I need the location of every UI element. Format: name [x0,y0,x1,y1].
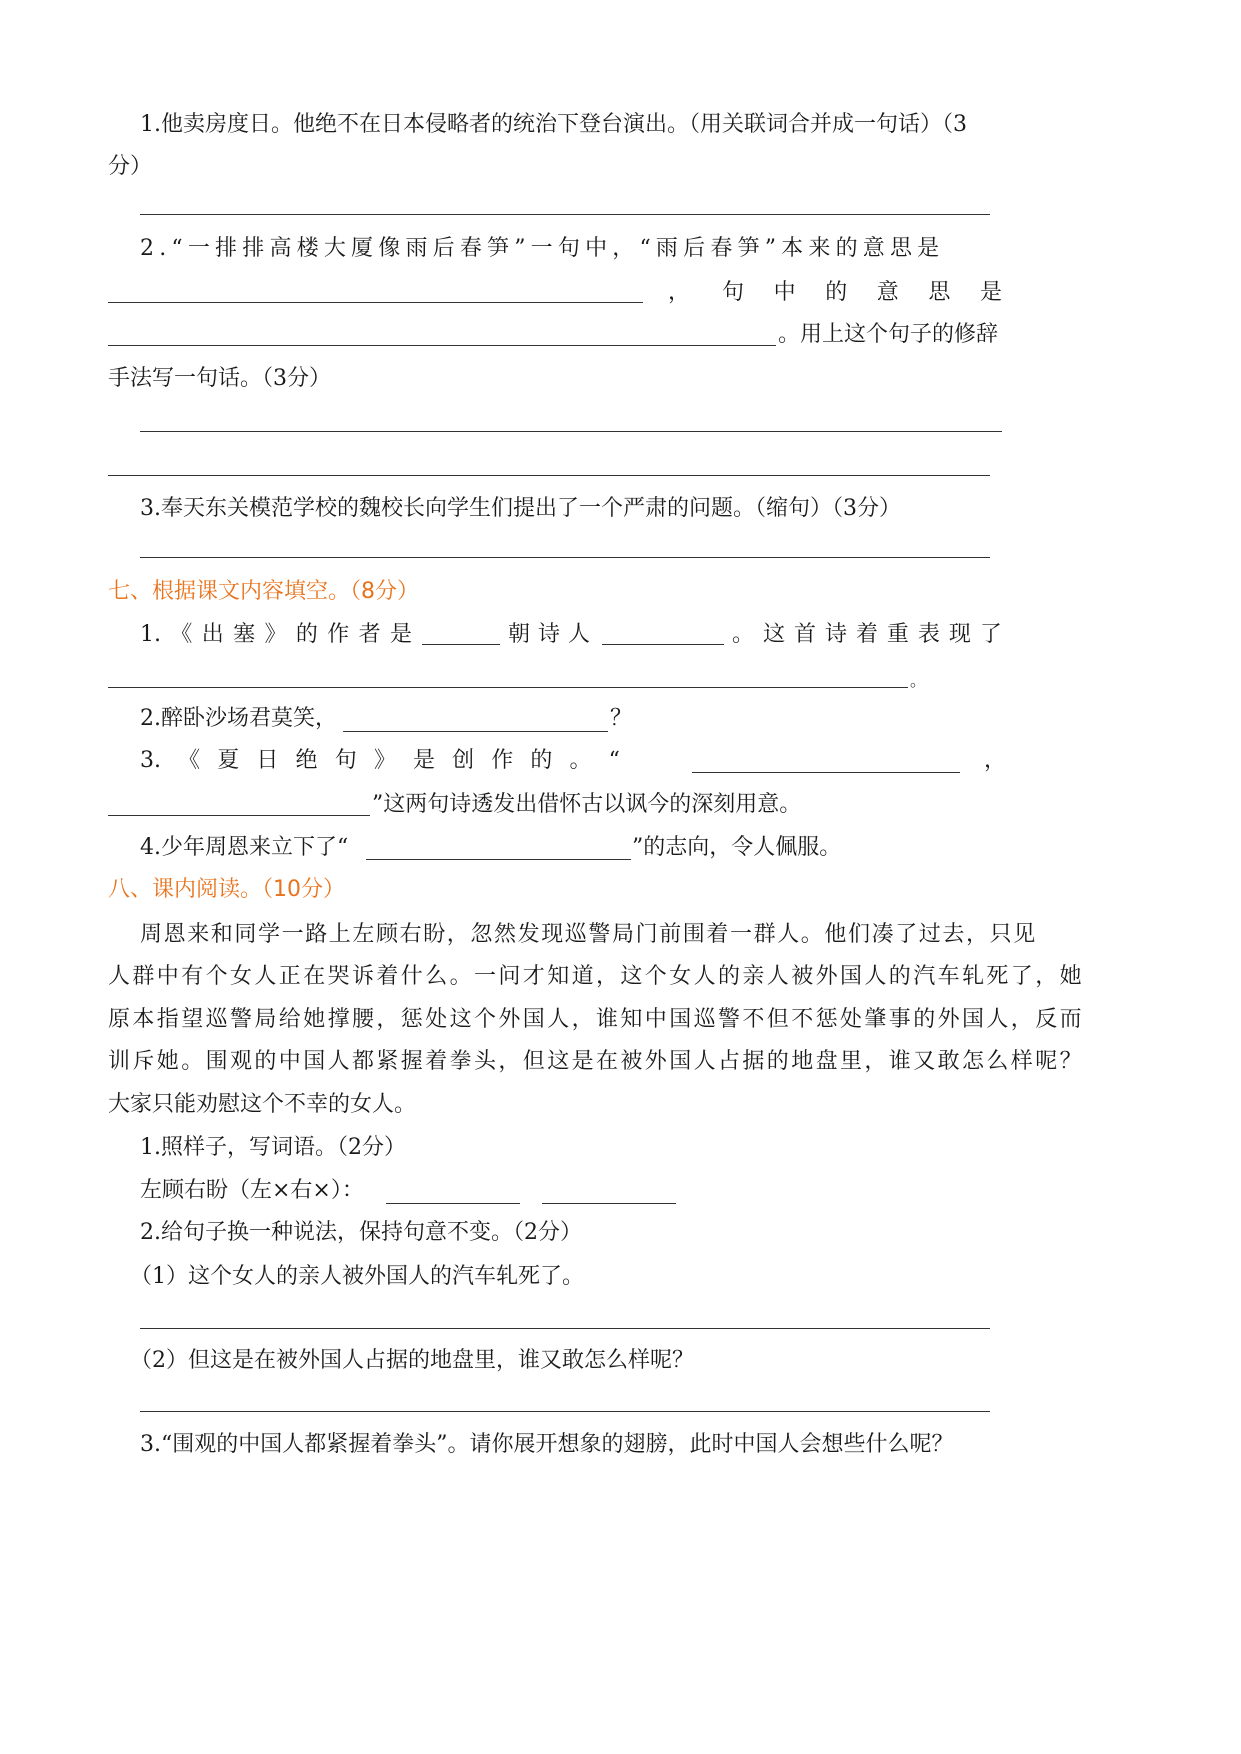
answer-blank[interactable] [386,1203,520,1204]
answer-line[interactable] [108,475,990,476]
s7-q3-line1 [140,746,620,776]
char: 中 [773,280,796,305]
passage-line: 大家只能劝慰这个不幸的女人。 [108,1092,417,1117]
char: 意 [876,280,899,305]
passage-line: 周恩来和同学一路上左顾右盼，忽然发现巡警局门前围着一群人。他们凑了过去，只见 [140,922,1037,947]
char: 表 [917,622,940,647]
char: 诗 [824,622,847,647]
s6-q2-comma: ， [668,280,691,305]
s8-q2-sub1: （1）这个女人的亲人被外国人的汽车轧死了。 [130,1264,584,1289]
char: 的 [295,622,318,647]
s6-q2-line4: 手法写一句话。（3分） [108,366,331,391]
answer-blank-poet[interactable] [602,620,724,645]
char: 重 [886,622,909,647]
answer-blank[interactable] [108,687,908,688]
char: 这 [762,622,785,647]
answer-blank[interactable] [108,345,776,346]
char: 。 [569,748,592,773]
char: 》 [373,748,396,773]
char: 是 [389,622,412,647]
char: 者 [358,622,381,647]
passage-line: 原本指望巡警局给她撑腰，惩处这个外国人，谁知中国巡警不但不惩处肇事的外国人，反而 [108,1007,1085,1032]
section8-title: 八、课内阅读。（10分） [108,877,345,902]
char: 塞 [233,622,256,647]
answer-blank[interactable] [343,731,608,732]
char: 思 [928,280,951,305]
s6-q3-text: 3.奉天东关模范学校的魏校长向学生们提出了一个严肃的问题。（缩句）（3分） [140,496,901,521]
s8-q1-text: 1.照样子，写词语。（2分） [140,1135,406,1160]
char: 《 [170,622,193,647]
answer-blank[interactable] [108,815,370,816]
char: 作 [491,748,514,773]
char: 。 [732,622,755,647]
answer-line[interactable] [140,1328,990,1329]
char: 创 [452,748,475,773]
answer-blank[interactable] [366,859,631,860]
char: 着 [855,622,878,647]
s8-q2-sub2: （2）但这是在被外国人占据的地盘里，谁又敢怎么样呢？ [130,1348,694,1373]
answer-blank-dynasty[interactable] [422,620,500,645]
s8-q1-example: 左顾右盼（左×右×）： [140,1178,364,1203]
char: 句 [334,748,357,773]
answer-line[interactable] [140,214,990,215]
s7-q3-comma: ， [984,748,1007,773]
s7-q3-line2: ”这两句诗透发出借怀古以讽今的深刻用意。 [372,792,802,817]
char: 夏 [217,748,240,773]
s8-q3-text: 3.“围观的中国人都紧握着拳头”。请你展开想象的翅膀，此时中国人会想些什么呢？ [140,1432,954,1457]
answer-line[interactable] [140,557,990,558]
char: “ [608,748,620,773]
char: 》 [264,622,287,647]
char: 是 [979,280,1002,305]
s6-q2-line3: 。用上这个句子的修辞 [778,322,999,347]
char: 句 [722,280,745,305]
char: 的 [825,280,848,305]
s7-q2-suffix: ？ [610,706,633,731]
s6-q2-line1: 2.“一排排高楼大厦像雨后春笋”一句中，“雨后春笋”本来的意思是 [140,236,945,261]
s7-q4-prefix: 4.少年周恩来立下了“ [140,835,349,860]
s8-q2-text: 2.给句子换一种说法，保持句意不变。（2分） [140,1220,582,1245]
s7-q1-prefix [140,620,412,650]
passage-line: 训斥她。围观的中国人都紧握着拳头，但这是在被外国人占据的地盘里，谁又敢怎么样呢？ [108,1049,1085,1074]
s7-q2-prefix: 2.醉卧沙场君莫笑， [140,706,337,731]
answer-blank[interactable] [108,302,643,303]
s7-q4-suffix: ”的志向，令人佩服。 [632,835,842,860]
char: 《 [178,748,201,773]
char: 现 [948,622,971,647]
answer-blank[interactable] [542,1203,676,1204]
char: 作 [327,622,350,647]
char: 首 [793,622,816,647]
char: 日 [256,748,279,773]
answer-line[interactable] [140,1411,990,1412]
section7-title: 七、根据课文内容填空。（8分） [108,579,419,604]
s7-q1 [140,620,1002,650]
char: 3. [140,748,161,773]
answer-line[interactable] [140,431,1002,432]
s7-q1-mid: 朝诗人 [508,622,599,647]
char: 的 [530,748,553,773]
passage-line: 人群中有个女人正在哭诉着什么。一问才知道，这个女人的亲人被外国人的汽车轧死了，她 [108,964,1085,989]
s6-q1-text: 1.他卖房度日。他绝不在日本侵略者的统治下登台演出。（用关联词合并成一句话）（3 [140,112,967,137]
s6-q2-line2 [722,278,1002,308]
char: 出 [201,622,224,647]
s7-q1-suffix [732,620,1002,650]
char: 是 [412,748,435,773]
s6-q1-text-cont: 分） [108,154,153,179]
s7-q1-end: 。 [910,671,927,690]
char: 绝 [295,748,318,773]
answer-blank[interactable] [692,772,960,773]
char: 了 [979,622,1002,647]
char: 1. [140,622,161,647]
